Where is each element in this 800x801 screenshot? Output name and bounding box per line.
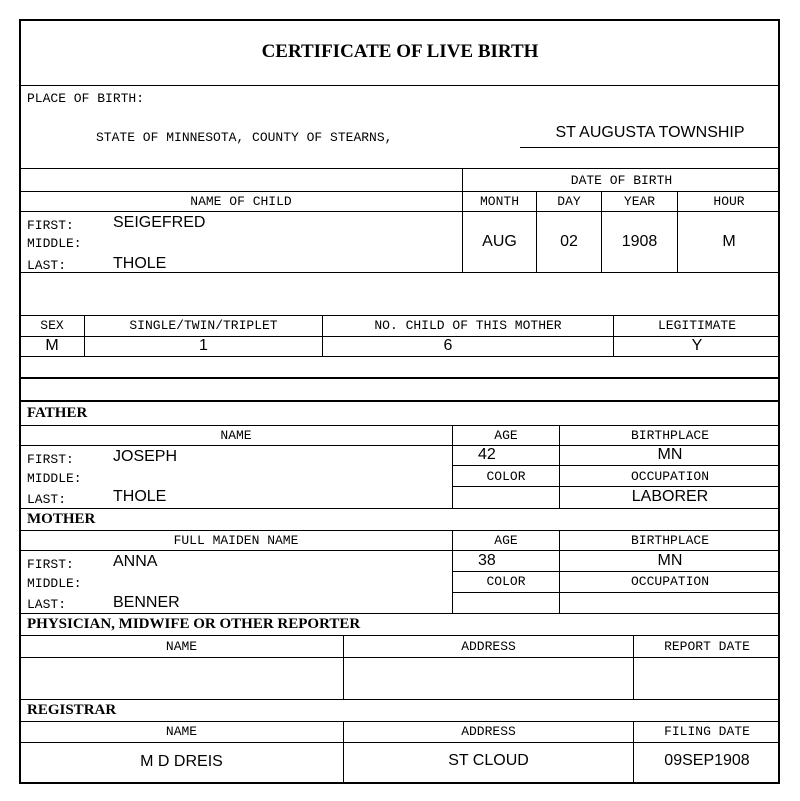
registrar-section-title: REGISTRAR — [27, 702, 117, 718]
township-value: ST AUGUSTA TOWNSHIP — [555, 124, 745, 141]
divider — [20, 635, 780, 636]
child-middle-label: MIDDLE: — [27, 236, 82, 251]
physician-section-title: PHYSICIAN, MIDWIFE OR OTHER REPORTER — [27, 616, 361, 632]
divider — [20, 613, 780, 614]
mother-first-name: ANNA — [113, 553, 158, 570]
mother-first-label: FIRST: — [27, 557, 74, 572]
mother-color-label: COLOR — [486, 574, 526, 589]
child-first-label: FIRST: — [27, 218, 74, 233]
father-birthplace: MN — [657, 446, 683, 463]
divider — [20, 191, 780, 192]
sex-value: M — [45, 337, 59, 354]
legitimate-label: LEGITIMATE — [657, 318, 736, 333]
father-first-name: JOSEPH — [113, 448, 178, 465]
divider — [20, 721, 780, 722]
birth-day: 02 — [560, 233, 578, 250]
mother-last-label: LAST: — [27, 597, 67, 612]
registrar-name: M D DREIS — [140, 753, 223, 770]
divider — [20, 657, 780, 658]
child-number-value: 6 — [443, 337, 453, 354]
child-last-label: LAST: — [27, 258, 67, 273]
mother-section-title: MOTHER — [27, 511, 96, 527]
divider — [20, 356, 780, 357]
child-first-name: SEIGEFRED — [113, 214, 206, 231]
divider — [20, 211, 780, 212]
plurality-label: SINGLE/TWIN/TRIPLET — [129, 318, 278, 333]
child-last-name: THOLE — [113, 255, 167, 272]
father-birthplace-label: BIRTHPLACE — [630, 428, 709, 443]
day-label: DAY — [557, 194, 581, 209]
divider — [20, 377, 780, 379]
place-of-birth-label: PLACE OF BIRTH: — [27, 91, 145, 106]
father-last-name: THOLE — [113, 488, 167, 505]
father-color-label: COLOR — [486, 469, 526, 484]
divider — [20, 508, 780, 509]
father-age-label: AGE — [494, 428, 518, 443]
mother-birthplace-label: BIRTHPLACE — [630, 533, 709, 548]
physician-report-date-header: REPORT DATE — [664, 639, 750, 654]
registrar-address-header: ADDRESS — [461, 724, 516, 739]
father-name-header: NAME — [220, 428, 252, 443]
state-county-text: STATE OF MINNESOTA, COUNTY OF STEARNS, — [96, 130, 393, 145]
child-name-header: NAME OF CHILD — [190, 194, 292, 209]
divider — [453, 571, 780, 572]
father-age: 42 — [478, 446, 496, 463]
divider — [20, 425, 780, 426]
divider — [20, 742, 780, 743]
divider — [453, 465, 780, 466]
mother-middle-label: MIDDLE: — [27, 576, 82, 591]
divider — [20, 315, 780, 316]
date-of-birth-header: DATE OF BIRTH — [570, 173, 673, 188]
legitimate-value: Y — [691, 337, 703, 354]
registrar-filing-date: 09SEP1908 — [664, 752, 750, 769]
father-first-label: FIRST: — [27, 452, 74, 467]
father-last-label: LAST: — [27, 492, 67, 507]
divider — [20, 550, 780, 551]
plurality-value: 1 — [199, 337, 208, 354]
divider — [20, 168, 780, 169]
father-section-title: FATHER — [27, 405, 88, 421]
father-occupation-label: OCCUPATION — [630, 469, 709, 484]
mother-age: 38 — [478, 552, 496, 569]
registrar-address: ST CLOUD — [448, 752, 529, 769]
birth-hour: M — [722, 233, 736, 250]
hour-label: HOUR — [713, 194, 745, 209]
father-middle-label: MIDDLE: — [27, 471, 82, 486]
divider — [20, 400, 780, 402]
physician-address-header: ADDRESS — [461, 639, 516, 654]
mother-occupation-label: OCCUPATION — [630, 574, 709, 589]
township-underline — [520, 147, 778, 148]
registrar-filing-date-header: FILING DATE — [664, 724, 750, 739]
divider — [453, 592, 780, 593]
divider — [453, 486, 780, 487]
birth-year: 1908 — [621, 233, 658, 250]
sex-label: SEX — [40, 318, 64, 333]
certificate-title: CERTIFICATE OF LIVE BIRTH — [261, 41, 539, 62]
mother-name-header: FULL MAIDEN NAME — [173, 533, 299, 548]
divider — [20, 85, 780, 86]
mother-birthplace: MN — [657, 552, 683, 569]
birth-month: AUG — [482, 233, 517, 250]
mother-last-name: BENNER — [113, 594, 180, 611]
mother-age-label: AGE — [494, 533, 518, 548]
registrar-name-header: NAME — [165, 724, 198, 739]
divider — [20, 699, 780, 700]
child-number-label: NO. CHILD OF THIS MOTHER — [374, 318, 562, 333]
father-occupation: LABORER — [631, 488, 709, 505]
divider — [20, 530, 780, 531]
year-label: YEAR — [623, 194, 656, 209]
month-label: MONTH — [479, 194, 519, 209]
physician-name-header: NAME — [165, 639, 198, 654]
